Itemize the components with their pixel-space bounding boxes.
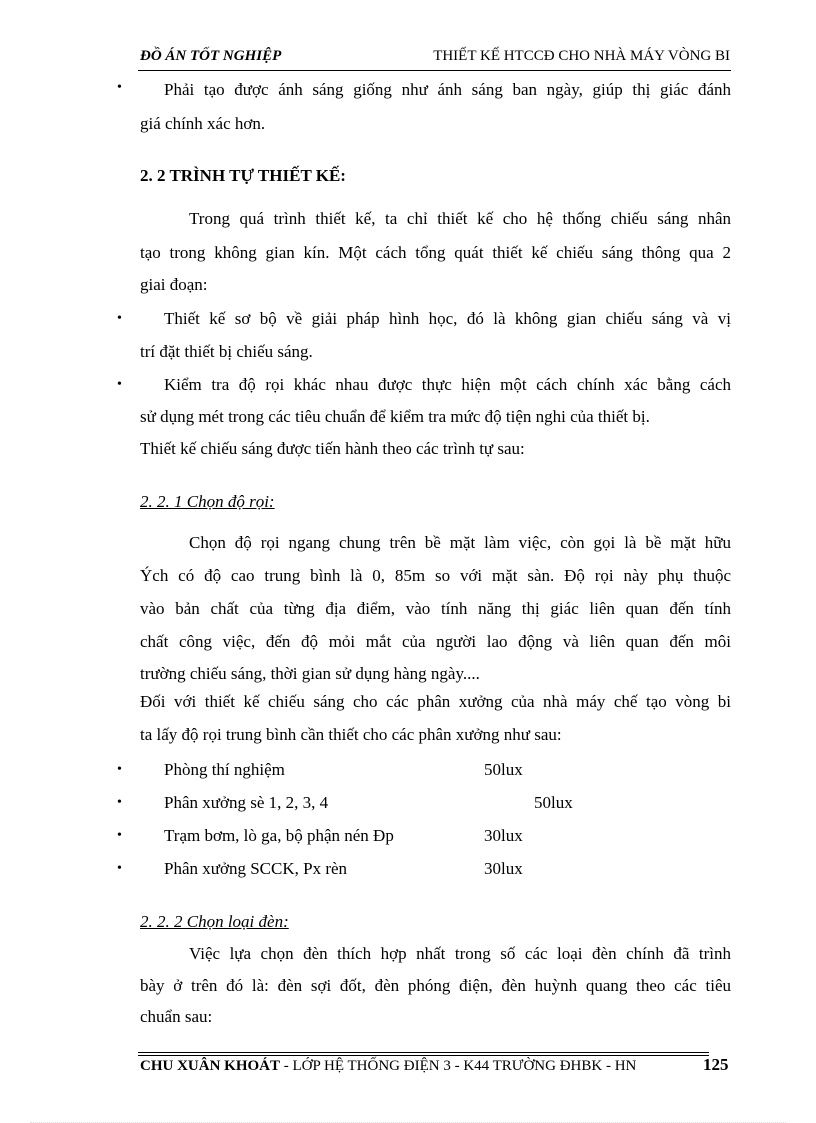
bullet-icon: • — [117, 311, 122, 326]
footer-affiliation: - LỚP HỆ THỐNG ĐIỆN 3 - K44 TRƯỜNG ĐHBK - HN — [280, 1058, 637, 1074]
lux-item-name: Phân xưởng sè 1, 2, 3, 4 — [164, 793, 329, 812]
design-intro-line3: giai đoạn: — [140, 275, 208, 294]
stage-bullet-1-line1: Thiết kế sơ bộ về giải pháp hình học, đó là không gian chiếu sáng và vị — [164, 309, 731, 328]
subsection-1-para2-line2: ta lấy độ rọi trung bình cần thiết cho các phân xưởng như sau: — [140, 725, 562, 744]
subsection-1-para-line2: Ých có độ cao trung bình là 0, 85m so với mặt sàn. Độ rọi này phụ thuộc — [140, 566, 731, 585]
bullet-icon: • — [117, 762, 122, 777]
stage-bullet-2-line1: Kiểm tra độ rọi khác nhau được thực hiện một cách chính xác bằng cách — [164, 375, 731, 394]
stage-bullet-2-line2: sử dụng mét trong các tiêu chuẩn để kiểm tra mức độ tiện nghi của thiết bị. — [140, 407, 650, 426]
page-number: 125 — [703, 1055, 729, 1074]
footer-divider — [138, 1052, 709, 1053]
subsection-1-title: 2. 2. 1 Chọn độ rọi: — [140, 492, 275, 511]
subsection-1-para-line5: trường chiếu sáng, thời gian sử dụng hàng ngày.... — [140, 664, 480, 683]
stage-bullet-1-line2: trí đặt thiết bị chiếu sáng. — [140, 342, 313, 361]
design-intro-line2: tạo trong không gian kín. Một cách tổng quát thiết kế chiếu sáng thông qua 2 — [140, 243, 731, 262]
lux-item-value: 50lux — [534, 793, 573, 812]
section-heading: 2. 2 TRÌNH TỰ THIẾT KẾ: — [140, 166, 346, 185]
bullet-icon: • — [117, 861, 122, 876]
bullet-icon: • — [117, 80, 122, 95]
subsection-1-para-line4: chất công việc, đến độ mỏi mắt của người lao động và liên quan đến môi — [140, 632, 731, 651]
sequence-line: Thiết kế chiếu sáng được tiến hành theo các trình tự sau: — [140, 439, 525, 458]
bullet-icon: • — [117, 795, 122, 810]
header-divider — [138, 70, 731, 71]
design-intro-line1: Trong quá trình thiết kế, ta chỉ thiết kế cho hệ thống chiếu sáng nhân — [189, 209, 731, 228]
subsection-2-para-line3: chuẩn sau: — [140, 1007, 213, 1026]
header-right-title: THIẾT KẾ HTCCĐ CHO NHÀ MÁY VÒNG BI — [433, 48, 730, 64]
lux-item-name: Trạm bơm, lò ga, bộ phận nén Đp — [164, 826, 394, 845]
lux-item-value: 30lux — [484, 826, 523, 845]
intro-bullet-line1: Phải tạo được ánh sáng giống như ánh sáng ban ngày, giúp thị giác đánh — [164, 80, 731, 99]
footer-author: CHU XUÂN KHOÁT — [140, 1058, 281, 1074]
subsection-1-para2-line1: Đối với thiết kế chiếu sáng cho các phân xưởng của nhà máy chế tạo vòng bi — [140, 692, 731, 711]
subsection-2-para-line1: Việc lựa chọn đèn thích hợp nhất trong số các loại đèn chính đã trình — [189, 944, 731, 963]
footer-divider — [138, 1055, 709, 1056]
subsection-2-title: 2. 2. 2 Chọn loại đèn: — [140, 912, 289, 931]
lux-item-value: 30lux — [484, 859, 523, 878]
lux-item-value: 50lux — [484, 760, 523, 779]
subsection-2-para-line2: bày ở trên đó là: đèn sợi đốt, đèn phóng điện, đèn huỳnh quang theo các tiêu — [140, 976, 731, 995]
subsection-1-para-line1: Chọn độ rọi ngang chung trên bề mặt làm việc, còn gọi là bề mặt hữu — [189, 533, 731, 552]
footer-text — [140, 1058, 636, 1075]
lux-item-name: Phòng thí nghiệm — [164, 760, 285, 779]
bullet-icon: • — [117, 828, 122, 843]
header-left-title: ĐỒ ÁN TỐT NGHIỆP — [140, 48, 282, 64]
bullet-icon: • — [117, 377, 122, 392]
intro-bullet-line2: giá chính xác hơn. — [140, 114, 266, 133]
lux-item-name: Phân xưởng SCCK, Px rèn — [164, 859, 348, 878]
subsection-1-para-line3: vào bản chất của từng địa điểm, vào tính năng thị giác liên quan đến tính — [140, 599, 731, 618]
